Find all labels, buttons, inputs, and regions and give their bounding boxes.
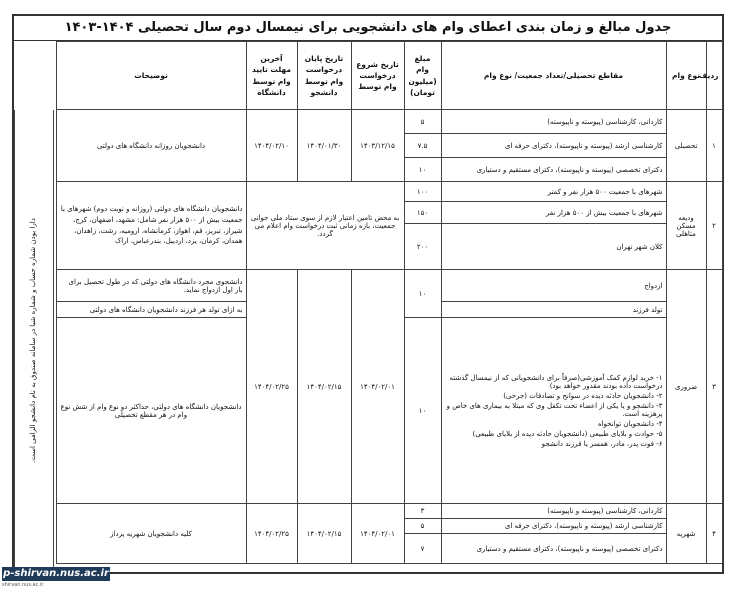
header-notes: توضیحات <box>56 42 246 110</box>
start-date: ۱۴۰۴/۰۲/۰۱ <box>351 270 404 504</box>
table-row <box>14 110 722 134</box>
level-item: شهرهای با جمعیت ۵۰۰ هزار نفر و کمتر <box>441 182 666 202</box>
amount-value: ۱۰ <box>404 158 441 182</box>
level-item: کارشناسی ارشد (پیوسته و ناپیوسته)، دکترای حرفه ای <box>441 519 666 534</box>
emergency-item: ۲- دانشجویان حادثه دیده در سوانح و تصادفات (جرحی) <box>503 391 663 400</box>
loan-type: ضروری <box>666 270 706 504</box>
header-end-date: تاریخ پایان درخواست وام توسط دانشجو <box>297 42 351 110</box>
table-row <box>14 182 722 202</box>
header-row <box>14 42 722 110</box>
row-number: ۳ <box>706 270 722 504</box>
deadline-date: ۱۴۰۴/۰۲/۱۰ <box>246 110 297 182</box>
header-deadline: آخرین مهلت تایید وام توسط دانشگاه <box>246 42 297 110</box>
timing-note: به محض تامین اعتبار لازم از سوی ستاد ملی جوانی جمعیت، بازه زمانی ثبت درخواست وام اعلام می گردد. <box>246 182 404 270</box>
row-number: ۱ <box>706 110 722 182</box>
end-date: ۱۴۰۴/۰۲/۱۵ <box>297 504 351 564</box>
notes-child: به ازای تولد هر فرزند دانشجویان دانشگاه های دولتی <box>56 302 246 318</box>
table-row <box>14 270 722 302</box>
notes-marriage: دانشجوی مجرد دانشگاه های دولتی که در طول تحصیل برای بار اول ازدواج نماید. <box>56 270 246 302</box>
level-item: دکترای تخصصی (پیوسته و ناپیوسته)، دکترای مستقیم و دستیاری <box>441 534 666 564</box>
amount-value: ۱۰۰ <box>404 182 441 202</box>
loan-type: شهریه <box>666 504 706 564</box>
loan-table <box>14 41 723 564</box>
notes-text: دانشجویان دانشگاه های دولتی (روزانه و نوبت دوم) شهرهای با جمعیت بیش از ۵۰۰ هزار نفر شامل: مشهد، اصفهان، کرج، شیراز، تبریز، قم، اهواز، کرمانشاه، ارومیه، رشت، زاهدان، همدان، کرمان، یزد، اردبیل، بندرعباس، اراک <box>56 182 246 270</box>
level-item: کاردانی، کارشناسی (پیوسته و ناپیوسته) <box>441 504 666 519</box>
deadline-date: ۱۴۰۴/۰۲/۲۵ <box>246 504 297 564</box>
emergency-list <box>441 318 666 504</box>
level-item: دکترای تخصصی (پیوسته و ناپیوسته)، دکترای مستقیم و دستیاری <box>441 158 666 182</box>
emergency-item: ۳- دانشجو و یا یکی از اعضاء تحت تکفل وی که مبتلا به بیماری های خاص و پرهزینه است. <box>446 401 663 418</box>
amount-value: ۱۰ <box>404 318 441 504</box>
emergency-item: ۱- خرید لوازم کمک آموزشی(صرفاً برای دانشجویانی که از نیمسال گذشته درخواست داده بودند مقدور خواهد بود) <box>449 373 663 390</box>
header-row-number: ردیف <box>706 42 722 110</box>
amount-value: ۵ <box>404 519 441 534</box>
level-item: ازدواج <box>441 270 666 302</box>
amount-value: ۱۰ <box>404 270 441 318</box>
loan-type: ودیعه مسکن متاهلی <box>666 182 706 270</box>
amount-value: ۳ <box>404 504 441 519</box>
deadline-date: ۱۴۰۴/۰۲/۲۵ <box>246 270 297 504</box>
amount-value: ۵ <box>404 110 441 134</box>
page-title: جدول مبالغ و زمان بندی اعطای وام های دانشجویی برای نیمسال دوم سال تحصیلی ۱۴۰۴-۱۴۰۳ <box>14 16 722 41</box>
amount-value: ۲۰۰ <box>404 224 441 270</box>
row-number: ۲ <box>706 182 722 270</box>
start-date: ۱۴۰۴/۰۲/۰۱ <box>351 504 404 564</box>
notes-text: دانشجویان روزانه دانشگاه های دولتی <box>56 110 246 182</box>
table-row <box>14 504 722 519</box>
header-loan-type: نوع وام <box>666 42 706 110</box>
header-levels: مقاطع تحصیلی/تعداد جمعیت/ نوع وام <box>441 42 666 110</box>
header-amount: مبلغ وام (میلیون تومان) <box>404 42 441 110</box>
loan-type: تحصیلی <box>666 110 706 182</box>
side-note: دارا بودن شماره حساب و شماره شبا در سامانه صندوق به نام دانشجو الزامی است. <box>29 218 38 464</box>
row-number: ۴ <box>706 504 722 564</box>
end-date: ۱۴۰۴/۰۱/۳۰ <box>297 110 351 182</box>
level-item: تولد فرزند <box>441 302 666 318</box>
amount-value: ۷ <box>404 534 441 564</box>
level-item: شهرهای با جمعیت بیش از ۵۰۰ هزار نفر <box>441 202 666 224</box>
side-note-cell <box>14 110 54 572</box>
level-item: کلان شهر تهران <box>441 224 666 270</box>
level-item: کارشناسی ارشد (پیوسته و ناپیوسته)، دکترای حرفه ای <box>441 134 666 158</box>
amount-value: ۷.۵ <box>404 134 441 158</box>
emergency-item: ۶- فوت پدر، مادر، همسر یا فرزند دانشجو <box>541 439 663 448</box>
end-date: ۱۴۰۴/۰۲/۱۵ <box>297 270 351 504</box>
header-start-date: تاریخ شروع درخواست وام توسط <box>351 42 404 110</box>
site-watermark: p-shirvan.nus.ac.ir <box>3 568 109 579</box>
start-date: ۱۴۰۳/۱۲/۱۵ <box>351 110 404 182</box>
site-watermark-sub: shirvan.nus.ac.ir <box>2 582 44 588</box>
emergency-item: ۵- حوادث و بلایای طبیعی (دانشجویان حادثه دیده از بلایای طبیعی) <box>472 429 663 438</box>
emergency-item: ۴- دانشجویان توانخواه <box>597 419 663 428</box>
amount-value: ۱۵۰ <box>404 202 441 224</box>
notes-general: دانشجویان دانشگاه های دولتی، حداکثر دو نوع وام از شش نوع وام در هر مقطع تحصیلی <box>56 318 246 504</box>
level-item: کاردانی، کارشناسی (پیوسته و ناپیوسته) <box>441 110 666 134</box>
notes-text: کلیه دانشجویان شهریه پرداز <box>56 504 246 564</box>
